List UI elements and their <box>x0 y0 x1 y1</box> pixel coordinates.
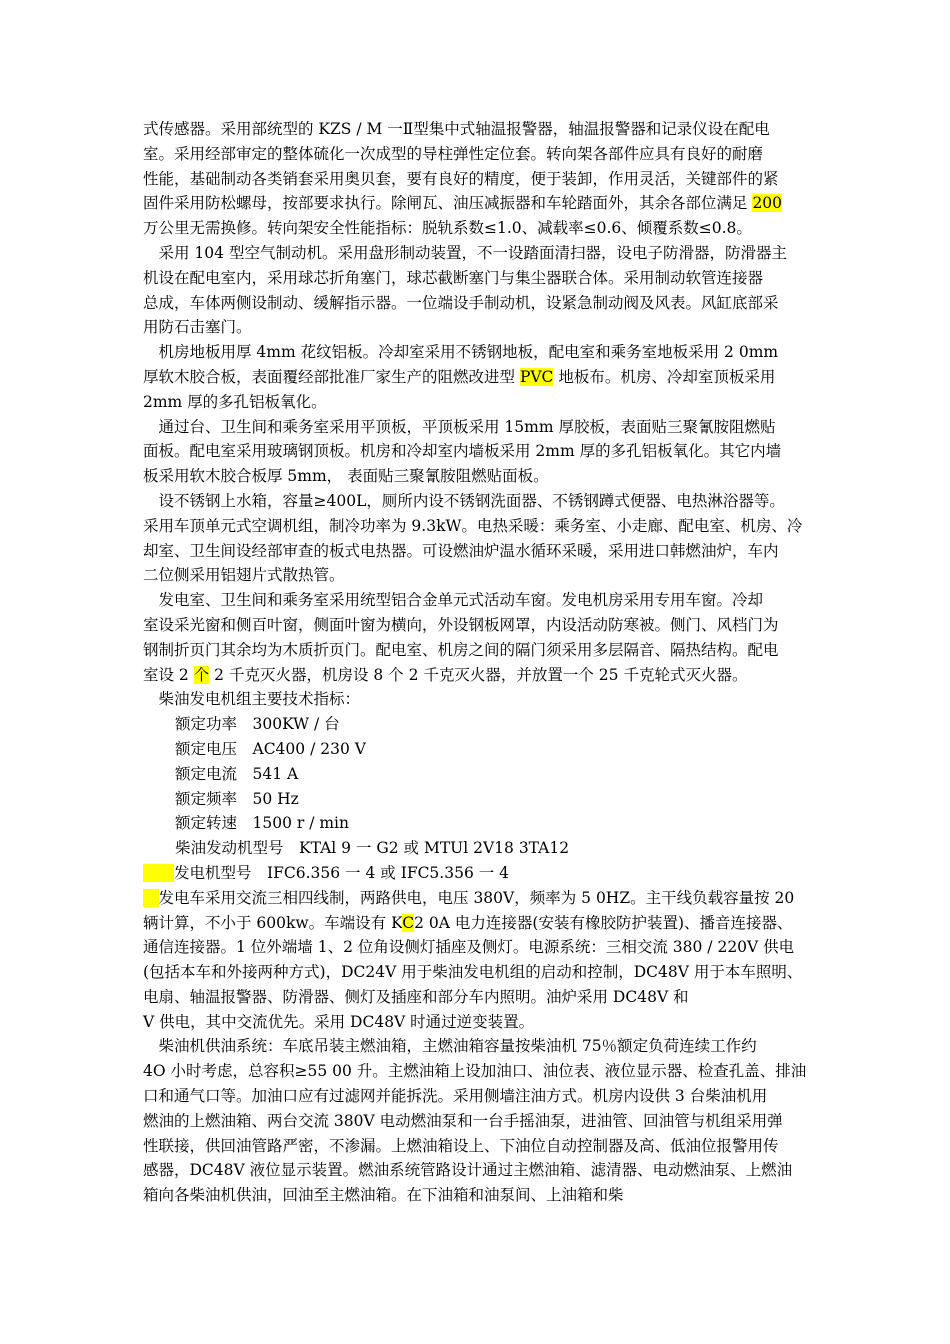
text-line <box>143 687 820 712</box>
text-segment: 钢制折页门其余均为木质折页门。配电室、机房之间的隔门须采用多层隔音、隔热结构。配电 <box>143 640 779 659</box>
text-segment: 通信连接器。1 位外端墙 1、2 位角设侧灯插座及侧灯。电源系统：三相交流 380 / 220V 供电 <box>143 938 795 957</box>
text-segment: 万公里无需换修。转向架安全性能指标：脱轨系数≤1.0、减载率≤0.6、倾覆系数≤0.8。 <box>143 219 752 238</box>
highlighted-text <box>143 889 159 907</box>
text-segment: 性能，基础制动各类销套采用奥贝套，要有良好的精度，便于装卸，作用灵活，关键部件的紧 <box>143 169 779 188</box>
text-segment: 用防石击塞门。 <box>143 318 252 337</box>
text-line <box>143 762 820 787</box>
text-line <box>143 415 820 440</box>
text-line <box>143 613 820 638</box>
text-segment: 室。采用经部审定的整体硫化一次成型的导柱弹性定位套。转向架各部件应具有良好的耐磨 <box>143 144 764 163</box>
text-segment: 辆计算，不小于 600kw。车端设有 K <box>143 913 403 932</box>
text-segment: V 供电，其中交流优先。采用 DC48V 时通过逆变装置。 <box>143 1012 535 1031</box>
text-line <box>143 216 820 241</box>
text-line <box>143 167 820 192</box>
text-segment: 板采用软木胶合板厚 5mm， 表面贴三聚氰胺阻燃贴面板。 <box>143 467 549 486</box>
text-segment: 采用 104 型空气制动机。采用盘形制动装置，不一设踏面清扫器，设电子防滑器，防滑器主 <box>143 243 787 262</box>
text-line <box>143 1183 820 1208</box>
text-segment: 4O 小时考虑，总容积≥55 00 升。主燃油箱上设加油口、油位表、液位显示器、检查孔盖、排油 <box>143 1062 807 1081</box>
text-segment: 采用车顶单元式空调机组，制冷功率为 9.3kW。电热采暖：乘务室、小走廊、配电室、机房、冷 <box>143 516 803 535</box>
text-line <box>143 1109 820 1134</box>
text-segment: 2mm 厚的多孔铝板氧化。 <box>143 392 327 411</box>
text-line <box>143 266 820 291</box>
text-line <box>143 117 820 142</box>
text-segment: 发电车采用交流三相四线制，两路供电，电压 380V，频率为 5 0HZ。主干线负载容量按 20 <box>158 888 795 907</box>
text-line <box>143 861 820 886</box>
text-segment: 地板布。机房、冷却室顶板采用 <box>553 367 776 386</box>
text-line <box>143 787 820 812</box>
text-segment: 二位侧采用铝翅片式散热管。 <box>143 566 345 585</box>
text-segment: 机房地板用厚 4mm 花纹铝板。冷却室采用不锈钢地板，配电室和乘务室地板采用 2 0mm <box>143 343 779 362</box>
text-line <box>143 663 820 688</box>
highlighted-text <box>143 864 174 882</box>
text-line <box>143 638 820 663</box>
text-line <box>143 340 820 365</box>
text-line <box>143 539 820 564</box>
text-segment: 却室、卫生间设经部审查的板式电热器。可设燃油炉温水循环采暖，采用进口韩燃油炉，车内 <box>143 541 779 560</box>
text-segment: 式传感器。采用部统型的 KZS / M 一Ⅱ型集中式轴温报警器，轴温报警器和记录仪设在配电 <box>143 120 770 138</box>
text-line <box>143 960 820 985</box>
text-segment: 发电室、卫生间和乘务室采用统型铝合金单元式活动车窗。发电机房采用专用车窗。冷却 <box>143 591 764 610</box>
text-segment: 厚软木胶合板，表面覆经部批准厂家生产的阻燃改进型 <box>143 367 520 386</box>
text-segment: 额定功率 300KW / 台 <box>175 715 340 734</box>
text-line <box>143 563 820 588</box>
text-line <box>143 464 820 489</box>
text-line <box>143 514 820 539</box>
highlighted-text: 个 <box>193 665 210 684</box>
text-segment: 总成，车体两侧设制动、缓解指示器。一位端设手制动机，设紧急制动阀及风表。风缸底部采 <box>143 293 779 312</box>
text-line <box>143 1059 820 1084</box>
text-segment: 额定电流 541 A <box>175 764 299 783</box>
document-body <box>143 117 820 1208</box>
text-segment: 设不锈钢上水箱，容量≥400L，厕所内设不锈钢洗面器、不锈钢蹲式便器、电热淋浴器等。 <box>143 491 785 510</box>
text-line <box>143 588 820 613</box>
text-line <box>143 811 820 836</box>
text-segment: 额定转速 1500 r / min <box>175 814 349 833</box>
text-segment: 箱向各柴油机供油，回油至主燃油箱。在下油箱和油泵间、上油箱和柴 <box>143 1186 624 1205</box>
text-line <box>143 291 820 316</box>
text-line <box>143 1134 820 1159</box>
text-line <box>143 1158 820 1183</box>
text-segment: 2 千克灭火器，机房设 8 个 2 千克灭火器，并放置一个 25 千克轮式灭火器。 <box>209 665 748 684</box>
text-line <box>143 712 820 737</box>
text-line <box>143 489 820 514</box>
text-segment: 室设采光窗和侧百叶窗，侧面叶窗为横向，外设钢板网罩，内设活动防寒被。侧门、风档门为 <box>143 615 779 634</box>
text-segment: 燃油的上燃油箱、两台交流 380V 电动燃油泵和一台手摇油泵，进油管、回油管与机组采用弹 <box>143 1111 783 1130</box>
text-line <box>143 1010 820 1035</box>
text-line <box>143 142 820 167</box>
text-segment: 柴油发电机组主要技术指标： <box>143 690 361 709</box>
text-line <box>143 836 820 861</box>
text-segment: 固件采用防松螺母，按部要求执行。除闸瓦、油压减振器和车轮踏面外，其余各部位满足 <box>143 194 753 213</box>
text-line <box>143 439 820 464</box>
text-line <box>143 241 820 266</box>
text-segment: 机设在配电室内，采用球芯折角塞门，球芯截断塞门与集尘器联合体。采用制动软管连接器 <box>143 268 764 287</box>
text-line <box>143 191 820 216</box>
text-segment: 面板。配电室采用玻璃钢顶板。机房和冷却室内墙板采用 2mm 厚的多孔铝板氧化。其它内墙 <box>143 442 782 461</box>
text-segment: 发电机型号 IFC6.356 一 4 或 IFC5.356 一 4 <box>174 863 510 882</box>
highlighted-text: C <box>402 913 415 932</box>
text-segment: 柴油发动机型号 KTAl 9 一 G2 或 MTUl 2V18 3TA12 <box>175 839 570 858</box>
text-segment: 性联接，供回油管路严密，不渗漏。上燃油箱设上、下油位自动控制器及高、低油位报警用传 <box>143 1136 779 1155</box>
text-line <box>143 1084 820 1109</box>
text-line <box>143 1034 820 1059</box>
text-segment: 2 0A 电力连接器(安装有橡胶防护装置)、播音连接器、 <box>414 913 793 932</box>
text-segment: 口和通气口等。加油口应有过滤网并能拆洗。采用侧墙注油方式。机房内设供 3 台柴油机用 <box>143 1087 768 1106</box>
highlighted-text: 200 <box>752 194 783 213</box>
text-segment: 额定频率 50 Hz <box>175 789 299 808</box>
text-segment: 电扇、轴温报警器、防滑器、侧灯及插座和部分车内照明。油炉采用 DC48V 和 <box>143 987 689 1006</box>
text-segment: 感器，DC48V 液位显示装置。燃油系统管路设计通过主燃油箱、滤清器、电动燃油泵、上燃油 <box>143 1161 793 1180</box>
text-segment: 额定电压 AC400 / 230 V <box>175 739 366 758</box>
text-line <box>143 365 820 390</box>
highlighted-text: PVC <box>519 367 554 386</box>
text-segment: 通过台、卫生间和乘务室采用平顶板，平顶板采用 15mm 厚胶板，表面贴三聚氰胺阻燃贴 <box>143 417 776 436</box>
text-line <box>143 911 820 936</box>
text-line <box>143 886 820 911</box>
text-line <box>143 737 820 762</box>
text-line <box>143 315 820 340</box>
text-segment: 室设 2 <box>143 665 194 684</box>
text-line <box>143 985 820 1010</box>
text-segment: 柴油机供油系统：车底吊装主燃油箱，主燃油箱容量按柴油机 75％额定负荷连续工作约 <box>143 1037 757 1056</box>
text-line <box>143 390 820 415</box>
text-line <box>143 935 820 960</box>
text-segment: (包括本车和外接两种方式)，DC24V 用于柴油发电机组的启动和控制，DC48V 用于本车照明、 <box>143 963 803 982</box>
